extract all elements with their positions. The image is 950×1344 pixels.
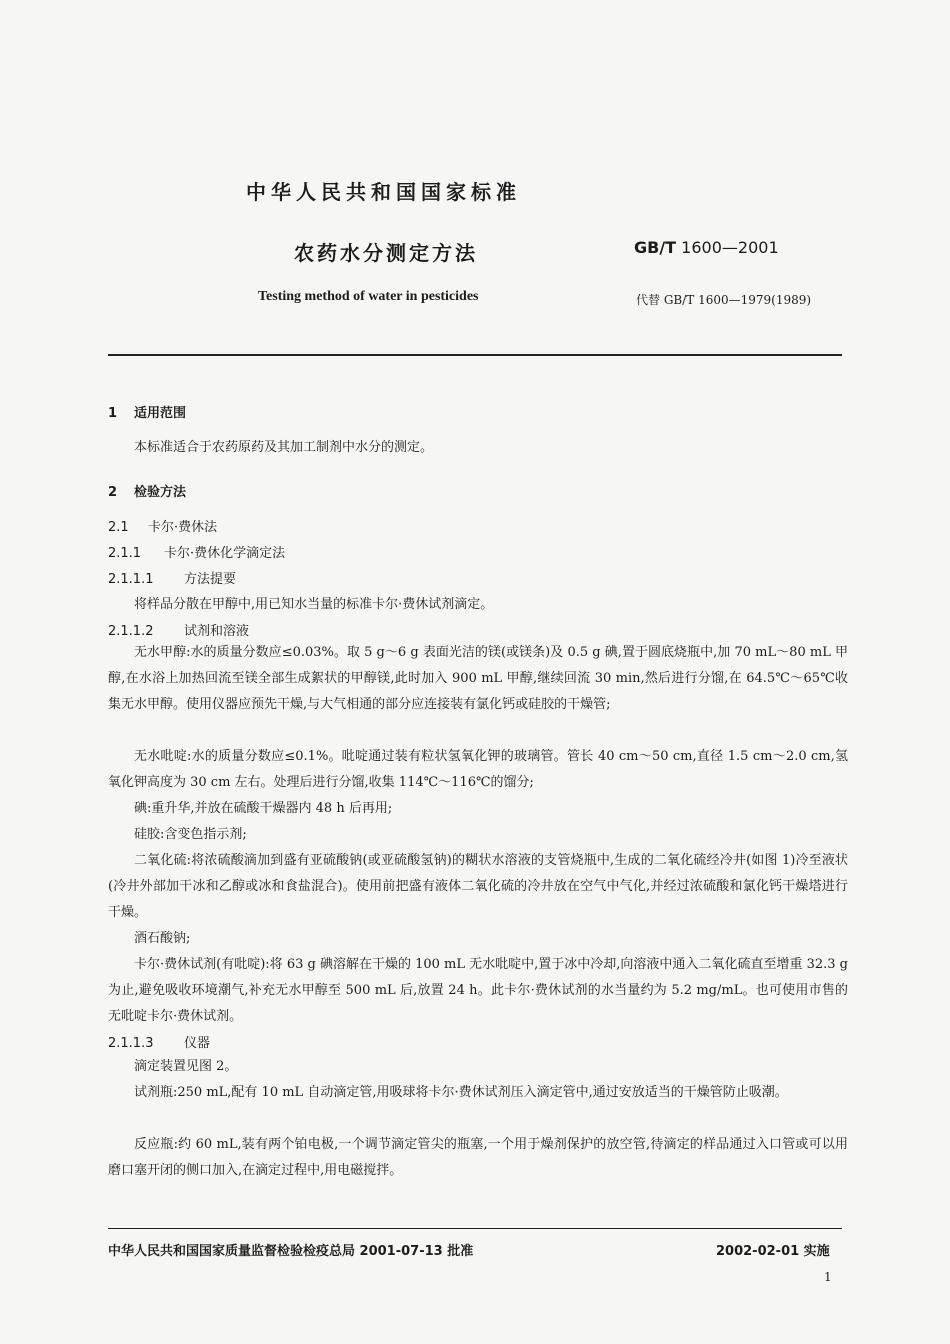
- section-1-heading: [108, 402, 186, 421]
- effective-date: 2002-02-01 实施: [716, 1244, 830, 1259]
- section-2-1-heading: [108, 516, 217, 535]
- document-title-cn: 农药水分测定方法: [294, 241, 478, 265]
- standard-prefix: GB/T: [634, 238, 677, 257]
- section-number: 2: [108, 485, 118, 500]
- section-1-text: 本标准适合于农药原药及其加工制剂中水分的测定。: [134, 440, 434, 455]
- section-title: 卡尔·费休法: [148, 520, 218, 535]
- approval-line: 中华人民共和国国家质量监督检验检疫总局 2001-07-13 批准: [108, 1244, 474, 1259]
- reagent-karl-fischer: 卡尔·费休试剂(有吡啶):将 63 g 碘溶解在干燥的 100 mL 无水吡啶中,置于冰中冷却,向溶液中通入二氧化硫直至增重 32.3 g 为止,避免吸收环境潮气,补充无水甲醇至 500 mL 后,放置 24 h。此卡尔·费休试剂的水当量约为 5.2 mg/mL。也可使用市售的无吡啶卡尔·费休试剂。: [108, 957, 848, 1024]
- section-2-1-1-2-heading: [108, 620, 249, 639]
- section-title: 卡尔·费休化学滴定法: [164, 546, 286, 561]
- section-title: 适用范围: [134, 406, 187, 421]
- section-number: 2.1.1.2: [108, 624, 154, 639]
- national-standard-heading: 中华人民共和国国家标准: [246, 180, 521, 204]
- header-divider: [108, 354, 842, 356]
- section-title: 检验方法: [134, 485, 187, 500]
- apparatus-reaction-flask: 反应瓶:约 60 mL,装有两个铂电极,一个调节滴定管尖的瓶塞,一个用于燥剂保护的放空管,待滴定的样品通过入口管或可以用磨口塞开闭的侧口加入,在滴定过程中,用电磁搅拌。: [108, 1137, 848, 1178]
- reagent-pyridine: 无水吡啶:水的质量分数应≤0.1%。吡啶通过装有粒状氢氧化钾的玻璃管。管长 40 cm～50 cm,直径 1.5 cm～2.0 cm,氢氧化钾高度为 30 cm 左右。处理后进行分馏,收集 114℃～116℃的馏分;: [108, 749, 848, 790]
- section-number: 2.1: [108, 520, 129, 535]
- section-number: 2.1.1.3: [108, 1036, 154, 1051]
- reagent-silica-gel: 硅胶:含变色指示剂;: [134, 827, 247, 842]
- section-2-heading: [108, 481, 186, 500]
- reagent-sodium-tartrate: 酒石酸钠;: [134, 931, 191, 946]
- reagent-iodine: 碘:重升华,并放在硫酸干燥器内 48 h 后再用;: [134, 801, 393, 816]
- section-2-1-1-1-text: 将样品分散在甲醇中,用已知水当量的标准卡尔·费休试剂滴定。: [134, 597, 494, 612]
- section-title: 试剂和溶液: [184, 624, 250, 639]
- section-2-1-1-heading: [108, 542, 285, 561]
- section-title: 仪器: [184, 1036, 211, 1051]
- reagent-methanol: 无水甲醇:水的质量分数应≤0.03%。取 5 g～6 g 表面光洁的镁(或镁条)及 0.5 g 碘,置于圆底烧瓶中,加 70 mL～80 mL 甲醇,在水浴上加热回流至镁全部生成絮状的甲醇镁,此时加入 900 mL 甲醇,继续回流 30 min,然后进行分馏,在 64.5℃～65℃收集无水甲醇。使用仪器应预先干燥,与大气相通的部分应连接装有氯化钙或硅胶的干燥管;: [108, 645, 848, 712]
- footer-divider: [108, 1228, 842, 1229]
- reagent-sulfur-dioxide: 二氧化硫:将浓硫酸滴加到盛有亚硫酸钠(或亚硫酸氢钠)的糊状水溶液的支管烧瓶中,生成的二氧化硫经冷井(如图 1)冷至液状(冷井外部加干冰和乙醇或冰和食盐混合)。使用前把盛有液体二氧化硫的冷井放在空气中气化,并经过浓硫酸和氯化钙干燥塔进行干燥。: [108, 853, 848, 920]
- apparatus-reagent-bottle: 试剂瓶:250 mL,配有 10 mL 自动滴定管,用吸球将卡尔·费休试剂压入滴定管中,通过安放适当的干燥管防止吸潮。: [134, 1085, 788, 1100]
- section-title: 方法提要: [184, 572, 237, 587]
- apparatus-titration: 滴定装置见图 2。: [134, 1059, 238, 1074]
- section-2-1-1-3-heading: [108, 1032, 210, 1051]
- replaces-standard: 代替 GB/T 1600—1979(1989): [636, 293, 812, 307]
- document-title-en: Testing method of water in pesticides: [258, 289, 479, 304]
- page-number: 1: [824, 1270, 832, 1284]
- standard-number-value: 1600—2001: [676, 238, 779, 257]
- section-number: 1: [108, 406, 118, 421]
- section-number: 2.1.1.1: [108, 572, 154, 587]
- section-number: 2.1.1: [108, 546, 142, 561]
- section-2-1-1-1-heading: [108, 568, 236, 587]
- standard-number: [634, 238, 779, 257]
